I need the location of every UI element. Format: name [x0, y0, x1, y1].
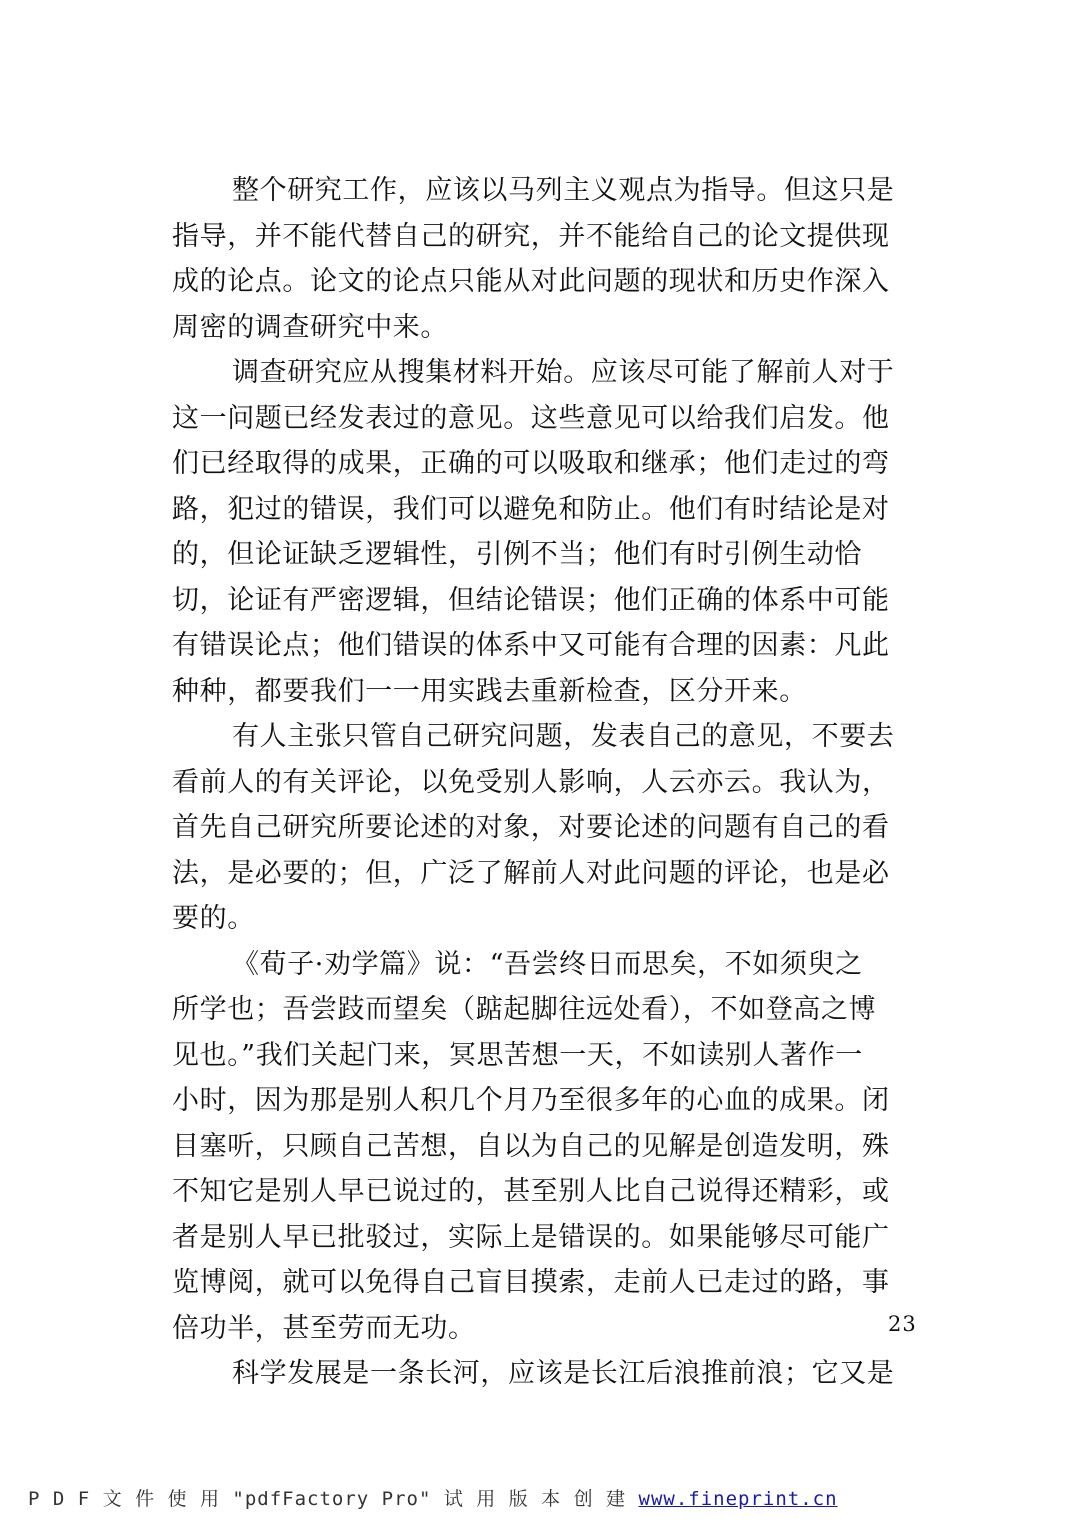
- text-line: 们已经取得的成果，正确的可以吸取和继承；他们走过的弯: [172, 448, 890, 479]
- text-line: 不知它是别人早已说过的，甚至别人比自己说得还精彩，或: [172, 1176, 890, 1207]
- text-line: 科学发展是一条长河，应该是长江后浪推前浪；它又是: [232, 1358, 895, 1389]
- text-line: 的，但论证缺乏逻辑性，引例不当；他们有时引例生动恰: [172, 539, 862, 570]
- text-line: 有人主张只管自己研究问题，发表自己的意见，不要去: [232, 721, 895, 752]
- text-line: 路，犯过的错误，我们可以避免和防止。他们有时结论是对: [172, 493, 890, 525]
- text-line: 指导，并不能代替自己的研究，并不能给自己的论文提供现: [172, 220, 890, 252]
- text-line: 看前人的有关评论，以免受别人影响，人云亦云。我认为，: [172, 766, 890, 798]
- footer-watermark: [28, 1484, 838, 1511]
- text-line: 这一问题已经发表过的意见。这些意见可以给我们启发。他: [172, 402, 890, 434]
- text-line: 调查研究应从搜集材料开始。应该尽可能了解前人对于: [232, 357, 895, 388]
- footer-watermark-text: P D F 文 件 使 用 "pdfFactory Pro" 试 用 版 本 创 建: [28, 1488, 639, 1510]
- text-line: 小时，因为那是别人积几个月乃至很多年的心血的成果。闭: [172, 1085, 890, 1116]
- text-line: 周密的调查研究中来。: [172, 311, 448, 343]
- page-number: 23: [888, 1312, 917, 1336]
- text-line: 《荀子·劝学篇》说：“吾尝终日而思矣，不如须臾之: [232, 948, 863, 980]
- text-line: 种种，都要我们一一用实践去重新检查，区分开来。: [172, 675, 807, 707]
- text-line: 首先自己研究所要论述的对象，对要论述的问题有自己的看: [172, 812, 890, 843]
- text-line: 览博阅，就可以免得自己盲目摸索，走前人已走过的路，事: [172, 1267, 890, 1298]
- text-line: 成的论点。论文的论点只能从对此问题的现状和历史作深入: [172, 266, 890, 297]
- text-line: 见也。”我们关起门来，冥思苦想一天，不如读别人著作一: [172, 1039, 863, 1071]
- text-line: 法，是必要的；但，广泛了解前人对此问题的评论，也是必: [172, 857, 890, 889]
- text-line: 者是别人早已批驳过，实际上是错误的。如果能够尽可能广: [172, 1221, 890, 1253]
- text-line: 目塞听，只顾自己苦想，自以为自己的见解是创造发明，殊: [172, 1130, 890, 1162]
- footer-link[interactable]: www.fineprint.cn: [638, 1488, 838, 1510]
- text-line: 切，论证有严密逻辑，但结论错误；他们正确的体系中可能: [172, 584, 890, 616]
- text-line: 要的。: [172, 903, 255, 934]
- text-line: 所学也；吾尝跂而望矣（踮起脚往远处看），不如登高之博: [172, 994, 877, 1025]
- text-line: 整个研究工作，应该以马列主义观点为指导。但这只是: [232, 175, 895, 206]
- text-line: 有错误论点；他们错误的体系中又可能有合理的因素：凡此: [172, 630, 890, 661]
- text-line: 倍功半，甚至劳而无功。: [172, 1312, 476, 1344]
- body-text: [172, 168, 942, 1397]
